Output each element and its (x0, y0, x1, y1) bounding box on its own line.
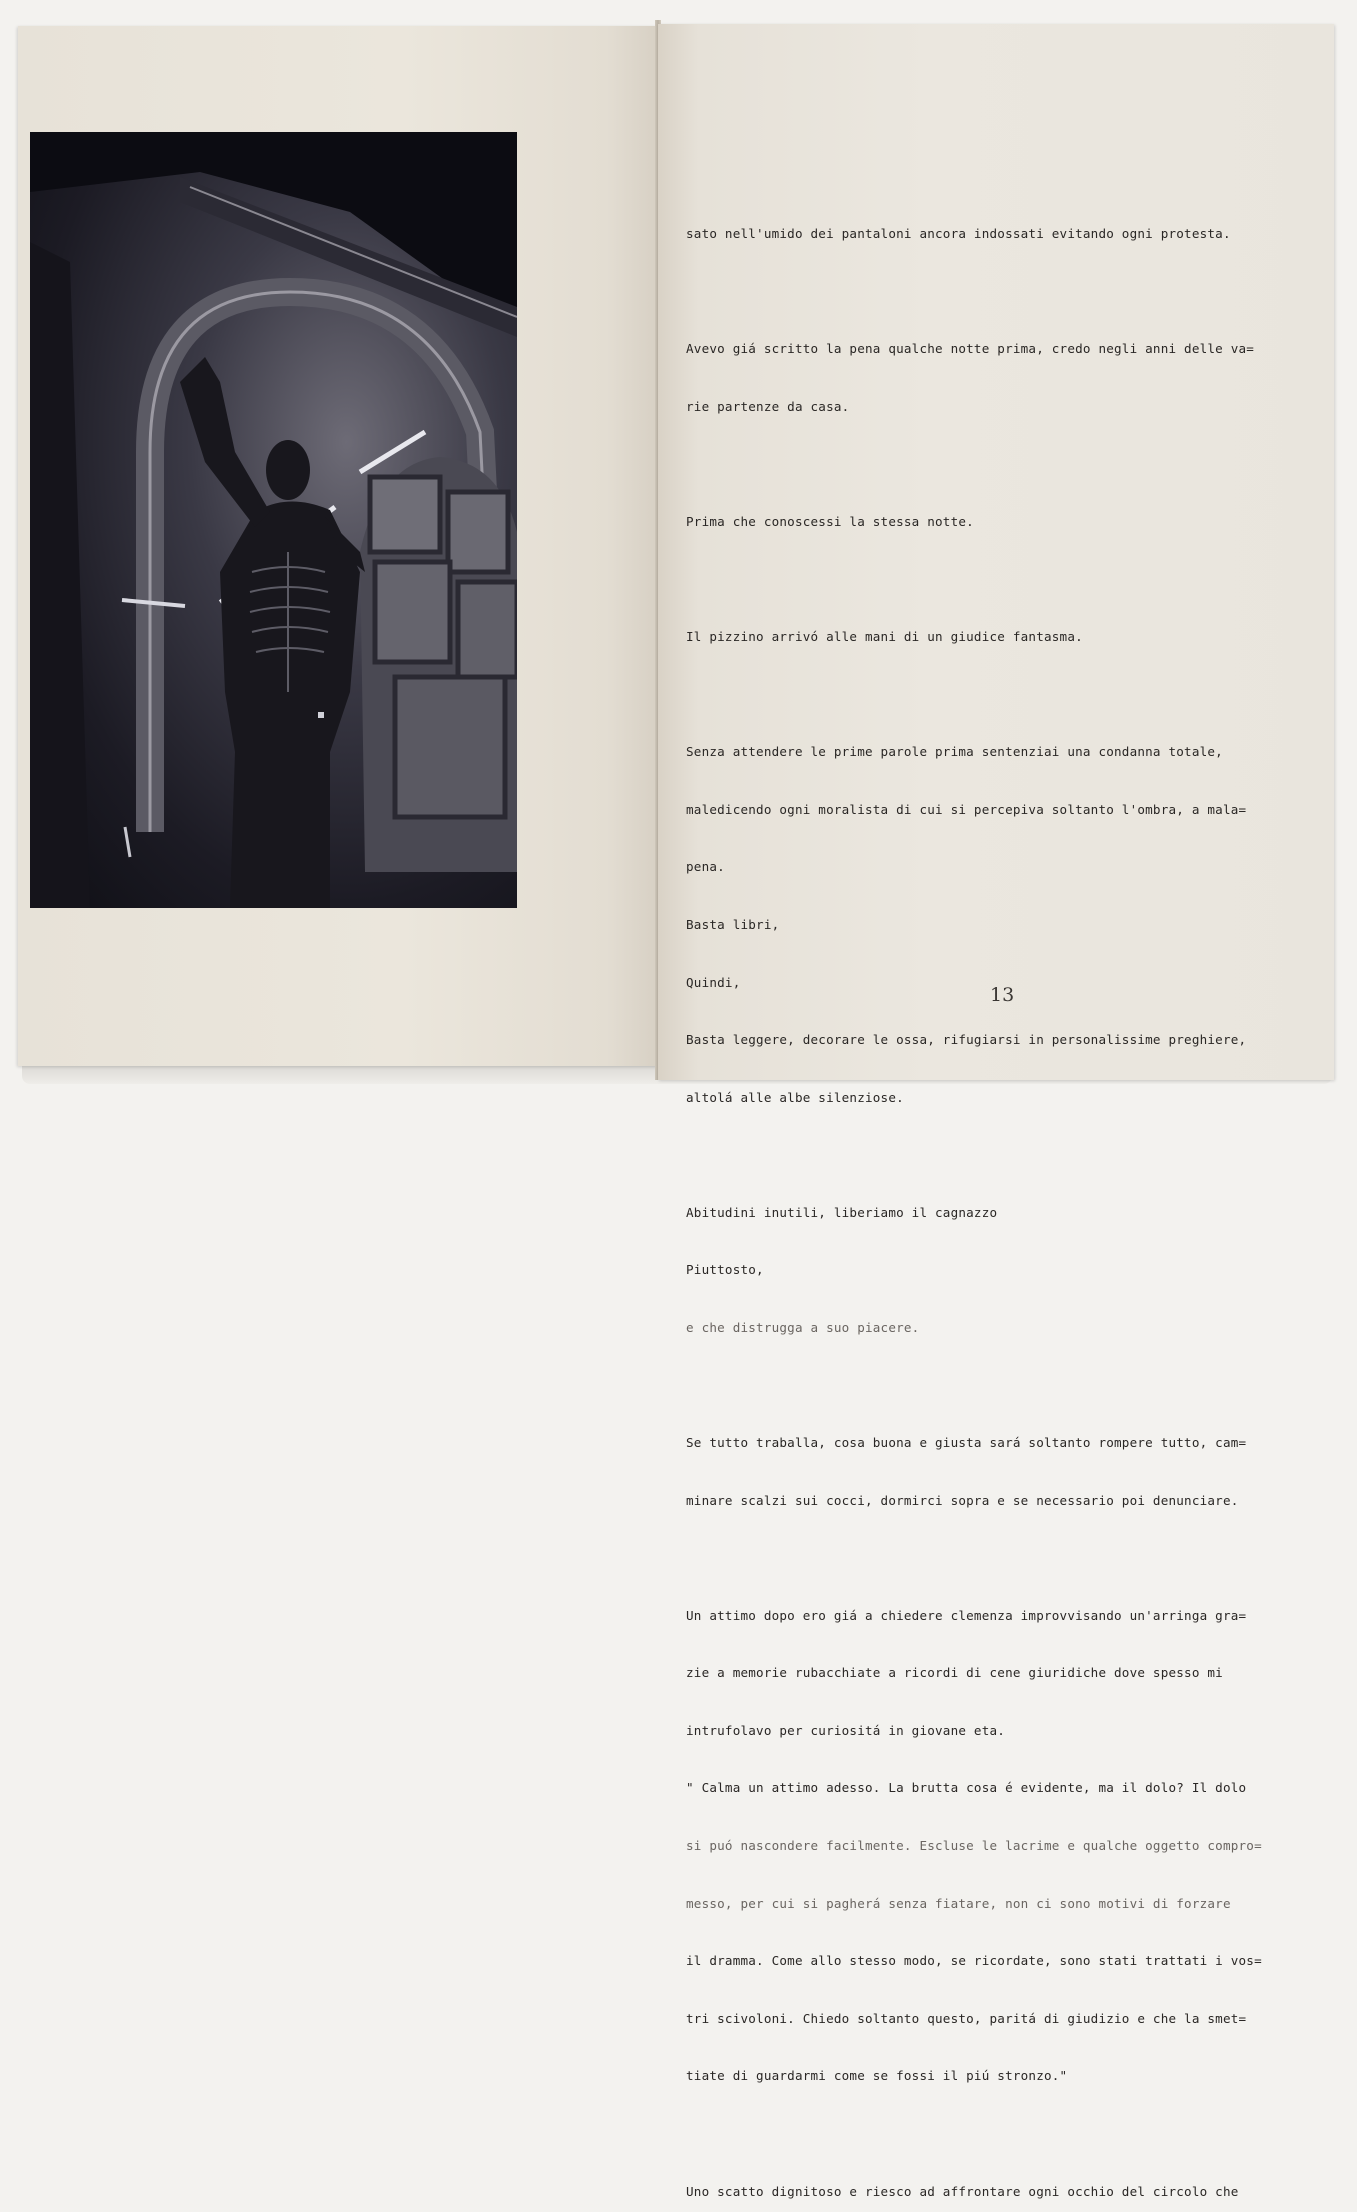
text-line: Basta libri, (686, 916, 780, 932)
text-line: sato nell'umido dei pantaloni ancora indossati evitando ogni protesta. (686, 226, 1231, 242)
paragraph-3 (686, 474, 1266, 570)
text-line: zie a memorie rubacchiate a ricordi di cene giuridiche dove spesso mi (686, 1665, 1223, 1681)
text-line: Prima che conoscessi la stessa notte. (686, 514, 974, 530)
photo-pillar-left (30, 242, 90, 908)
text-line: maledicendo ogni moralista di cui si percepiva soltanto l'ombra, a mala= (686, 801, 1247, 817)
text-line: rie partenze da casa. (686, 399, 850, 415)
text-line: Avevo giá scritto la pena qualche notte prima, credo negli anni delle va= (686, 341, 1255, 357)
text-line: altolá alle albe silenziose. (686, 1089, 904, 1105)
photo-skeleton-figure (180, 357, 365, 908)
paragraph-6 (686, 1164, 1266, 1375)
text-line: Uno scatto dignitoso e riesco ad affrontare ogni occhio del circolo che (686, 2183, 1239, 2199)
text-line: si puó nascondere facilmente. Escluse le lacrime e qualche oggetto compro= (686, 1838, 1262, 1854)
text-line: Un attimo dopo ero giá a chiedere clemenza improvvisando un'arringa gra= (686, 1607, 1247, 1623)
text-line: minare scalzi sui cocci, dormirci sopra e se necessario poi denunciare. (686, 1492, 1239, 1508)
text-line: Abitudini inutili, liberiamo il cagnazzo (686, 1204, 998, 1220)
photo-tag (318, 712, 324, 718)
text-line: il dramma. Come allo stesso modo, se ricordate, sono stati trattati i vos= (686, 1953, 1262, 1969)
text-line: Piuttosto, (686, 1262, 764, 1278)
text-line: Senza attendere le prime parole prima sentenziai una condanna totale, (686, 744, 1223, 760)
text-line: messo, per cui si pagherá senza fiatare, non ci sono motivi di forzare (686, 1895, 1231, 1911)
paragraph-4 (686, 589, 1266, 685)
text-line: Quindi, (686, 974, 741, 990)
paragraph-5 (686, 704, 1266, 1146)
photograph-image (30, 132, 517, 908)
paragraph-8 (686, 1567, 1266, 2124)
text-line: Il pizzino arrivó alle mani di un giudice fantasma. (686, 629, 1083, 645)
text-line: e che distrugga a suo piacere. (686, 1319, 920, 1335)
paragraph-9 (686, 2143, 1266, 2212)
paragraph-2 (686, 301, 1266, 455)
text-line: intrufolavo per curiositá in giovane eta. (686, 1722, 1006, 1738)
text-line: pena. (686, 859, 725, 875)
page-number: 13 (990, 984, 1015, 1006)
photograph (30, 132, 517, 908)
photo-window (360, 457, 517, 872)
photo-neon-5 (125, 827, 130, 857)
text-line: Basta leggere, decorare le ossa, rifugiarsi in personalissime preghiere, (686, 1032, 1247, 1048)
text-line: Se tutto traballa, cosa buona e giusta sará soltanto rompere tutto, cam= (686, 1434, 1247, 1450)
paragraph-1 (686, 186, 1266, 282)
text-line: " Calma un attimo adesso. La brutta cosa é evidente, ma il dolo? Il dolo (686, 1780, 1247, 1796)
paragraph-7 (686, 1395, 1266, 1549)
text-line: tiate di guardarmi come se fossi il piú stronzo." (686, 2068, 1068, 2084)
typewritten-text (686, 186, 1266, 2212)
text-line: tri scivoloni. Chiedo soltanto questo, paritá di giudizio e che la smet= (686, 2010, 1247, 2026)
